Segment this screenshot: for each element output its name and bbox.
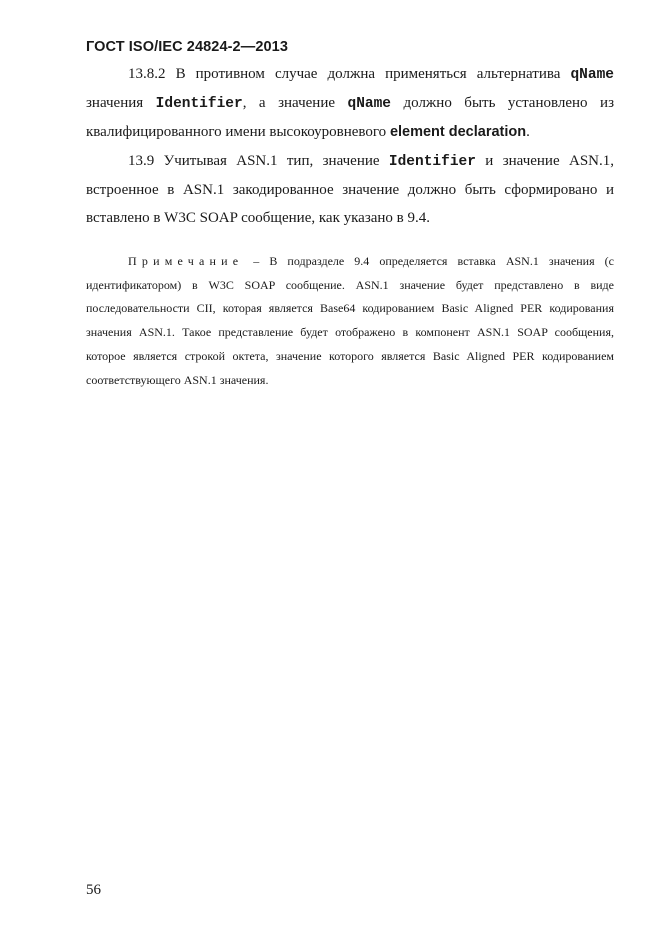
page-number: 56 bbox=[86, 882, 101, 898]
paragraph-text: 13.8.2 В противном случае должна применяться альтернатива bbox=[128, 66, 571, 82]
note-block bbox=[86, 250, 614, 392]
note-paragraph bbox=[86, 250, 614, 392]
note-text: – В подразделе 9.4 определяется вставка ASN.1 значения (с идентификатором) в W3C SOAP сообщение. ASN.1 значение будет представлено в виде последовательности CII, которая является Base64 кодированием Basic Aligned PER кодирования значения ASN.1. Такое представление будет отображено в компонент ASN.1 SOAP сообщения, которое является строкой октета, значение которого является Basic Aligned PER кодированием соответствующего ASN.1 значения. bbox=[86, 254, 614, 387]
paragraph-text: значения bbox=[86, 95, 156, 112]
main-text bbox=[86, 60, 614, 232]
paragraph-text: 13.9 Учитывая ASN.1 тип, значение bbox=[128, 152, 389, 169]
paragraph-text: должно быть установлено из квалифицированного имени высокоуровневого bbox=[86, 95, 614, 141]
term-element-declaration: element declaration bbox=[389, 124, 527, 141]
paragraph-13-9 bbox=[86, 147, 614, 233]
note-label: Примечание bbox=[128, 254, 244, 268]
paragraph-text: и значение ASN.1, встроенное в ASN.1 закодированное значение должно быть сформировано и вставлено в W3C SOAP сообщение, как указано в 9.4. bbox=[86, 152, 614, 227]
paragraph-13-8-2 bbox=[86, 60, 614, 147]
code-identifier: Identifier bbox=[155, 96, 243, 113]
code-qname: qName bbox=[347, 96, 392, 113]
paragraph-text: , а значение bbox=[242, 95, 348, 112]
document-header: ГОСТ ISO/IEC 24824-2—2013 bbox=[86, 39, 288, 55]
paragraph-text: . bbox=[526, 124, 530, 141]
code-qname: qName bbox=[570, 67, 614, 83]
code-identifier: Identifier bbox=[388, 153, 476, 170]
